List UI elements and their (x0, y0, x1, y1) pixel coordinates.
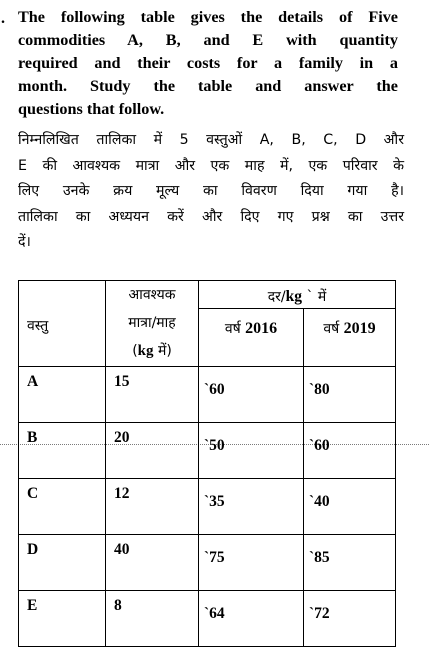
english-line: month. Study the table and answer the (18, 77, 398, 95)
table-row (19, 591, 396, 647)
cell-quantity: 8 (106, 591, 199, 647)
hindi-line: निम्नलिखित तालिका में 5 वस्तुओं A, B, C, D और (18, 132, 404, 148)
question-text-english (18, 6, 398, 121)
cell-item: C (19, 479, 106, 535)
rate-unit: kg (285, 288, 302, 305)
cell-price-2019: `72 (304, 591, 396, 647)
cell-price-2019: `40 (304, 479, 396, 535)
table-row (19, 479, 396, 535)
header-quantity (106, 281, 199, 367)
paren: ( (132, 343, 138, 359)
rate-prefix: दर/ (267, 289, 286, 305)
cell-item: D (19, 535, 106, 591)
cell-quantity: 12 (106, 479, 199, 535)
header-year-2019 (304, 309, 396, 367)
english-line: required and their costs for a family in a (18, 54, 398, 72)
hindi-line: E की आवश्यक मात्रा और एक माह में, एक परिवार के (18, 157, 404, 174)
header-quantity-line3 (106, 337, 198, 365)
cell-quantity: 40 (106, 535, 199, 591)
cell-price-2019: `80 (304, 367, 396, 423)
header-year-2016 (199, 309, 304, 367)
english-line: commodities A, B, and E with quantity (18, 31, 398, 49)
year-number: 2016 (245, 320, 278, 337)
cell-price-2016: `60 (199, 367, 304, 423)
cell-price-2016: `64 (199, 591, 304, 647)
year-number: 2019 (343, 320, 376, 337)
year-prefix: वर्ष (224, 321, 246, 337)
question-bullet: . (1, 10, 5, 27)
unit-suffix: में) (153, 343, 172, 359)
header-quantity-line1: आवश्यक (128, 287, 176, 303)
cell-quantity: 20 (106, 423, 199, 479)
cell-price-2016: `75 (199, 535, 304, 591)
hindi-line: दें। (18, 234, 31, 250)
header-item-label: वस्तु (27, 318, 49, 334)
cell-item: E (19, 591, 106, 647)
cell-price-2019: `85 (304, 535, 396, 591)
rate-suffix: ` में (302, 289, 327, 305)
year-prefix: वर्ष (323, 321, 344, 337)
cell-price-2016: `50 (199, 423, 304, 479)
table-row (19, 535, 396, 591)
cell-price-2016: `35 (199, 479, 304, 535)
table-row (19, 367, 396, 423)
english-line: questions that follow. (18, 100, 165, 118)
hindi-line: तालिका का अध्ययन करें और दिए गए प्रश्न का उत्तर (18, 208, 404, 225)
cell-price-2019: `60 (304, 423, 396, 479)
cell-quantity: 15 (106, 367, 199, 423)
cell-item: B (19, 423, 106, 479)
unit-kg: kg (137, 343, 154, 359)
english-line: The following table gives the details of Five (18, 8, 398, 26)
header-rate (199, 281, 396, 309)
table-row (19, 423, 396, 479)
header-quantity-line2: मात्रा/माह (128, 315, 176, 331)
hindi-line: लिए उनके क्रय मूल्य का विवरण दिया गया है। (18, 183, 404, 199)
header-item (19, 281, 106, 367)
cell-item: A (19, 367, 106, 423)
commodity-table (18, 280, 396, 647)
question-text-hindi (18, 128, 404, 256)
